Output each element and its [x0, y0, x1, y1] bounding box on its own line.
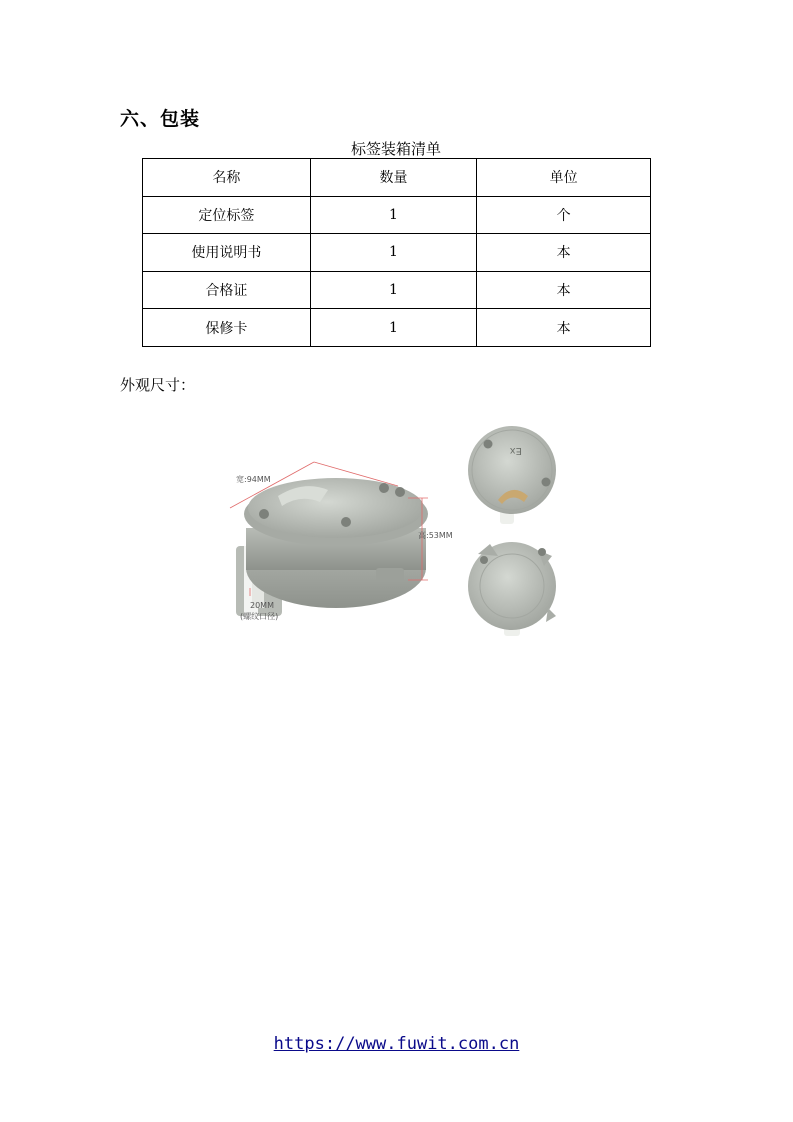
table-row	[143, 271, 651, 309]
thread-dimension-sub-label: (螺纹口径)	[240, 612, 279, 621]
cell-quantity: 1	[310, 271, 477, 309]
website-link[interactable]: https://www.fuwit.com.cn	[273, 1034, 520, 1054]
cell-unit: 本	[477, 271, 651, 309]
cell-quantity: 1	[310, 309, 477, 347]
table-row	[143, 309, 651, 347]
dimensions-label: 外观尺寸：	[120, 376, 196, 394]
table-row	[143, 234, 651, 272]
screw-icon	[538, 548, 546, 556]
junction-box-side-view	[236, 478, 428, 616]
junction-box-bottom-view	[468, 542, 556, 636]
screw-icon	[395, 487, 405, 497]
screw-icon	[259, 509, 269, 519]
screw-icon	[480, 556, 488, 564]
header-name: 名称	[143, 159, 311, 197]
ex-mark: Ex	[509, 445, 522, 456]
thread-dimension-label: 20MM	[250, 601, 274, 610]
height-dimension-label: 高:53MM	[418, 531, 453, 540]
cell-quantity: 1	[310, 196, 477, 234]
table-caption: 标签装箱清单	[350, 140, 441, 158]
cell-quantity: 1	[310, 234, 477, 272]
screw-icon	[484, 440, 493, 449]
table-row	[143, 196, 651, 234]
packing-list-table	[142, 158, 651, 347]
screw-icon	[379, 483, 389, 493]
junction-box-top-view	[468, 426, 556, 524]
cell-unit: 本	[477, 234, 651, 272]
product-photo	[208, 418, 572, 646]
cell-name: 使用说明书	[143, 234, 311, 272]
header-quantity: 数量	[310, 159, 477, 197]
width-dimension-label: 宽:94MM	[236, 475, 271, 484]
cell-unit: 个	[477, 196, 651, 234]
cell-unit: 本	[477, 309, 651, 347]
cell-name: 定位标签	[143, 196, 311, 234]
cell-name: 保修卡	[143, 309, 311, 347]
header-unit: 单位	[477, 159, 651, 197]
screw-icon	[542, 478, 551, 487]
cell-name: 合格证	[143, 271, 311, 309]
section-title: 六、包装	[120, 108, 201, 130]
table-header-row	[143, 159, 651, 197]
screw-icon	[341, 517, 351, 527]
